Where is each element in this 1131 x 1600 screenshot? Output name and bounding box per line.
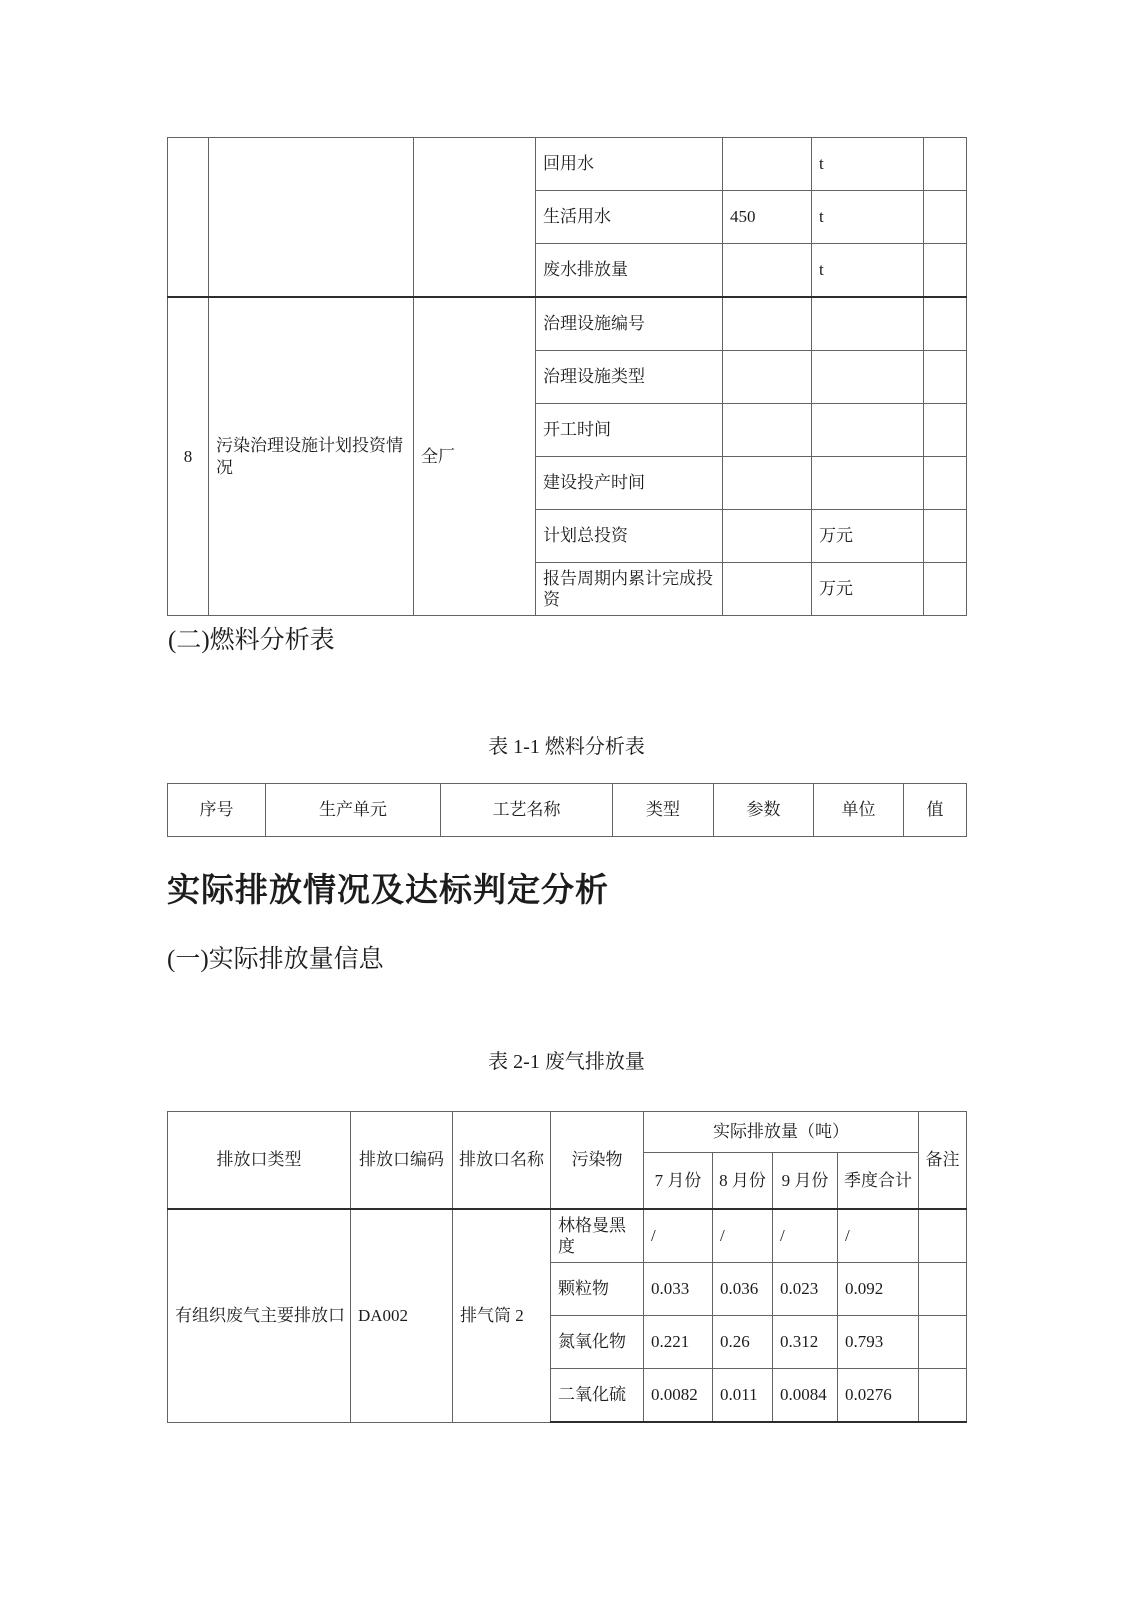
table-header-row bbox=[168, 1112, 967, 1153]
cell-note bbox=[919, 1316, 967, 1369]
cell-value bbox=[723, 244, 812, 298]
cell-note bbox=[919, 1263, 967, 1316]
table-row bbox=[168, 1209, 967, 1263]
table-row bbox=[168, 297, 967, 351]
cell-unit bbox=[812, 404, 924, 457]
col-header-july: 7 月份 bbox=[644, 1153, 713, 1210]
cell-empty bbox=[924, 457, 967, 510]
table-row bbox=[168, 138, 967, 191]
col-header-note: 备注 bbox=[919, 1112, 967, 1210]
cell-empty bbox=[924, 297, 967, 351]
col-header-unit: 单位 bbox=[814, 784, 904, 837]
col-header-august: 8 月份 bbox=[713, 1153, 773, 1210]
cell-m7: / bbox=[644, 1209, 713, 1263]
cell-empty bbox=[924, 138, 967, 191]
cell-m8: / bbox=[713, 1209, 773, 1263]
cell-value: 450 bbox=[723, 191, 812, 244]
col-header-september: 9 月份 bbox=[773, 1153, 838, 1210]
cell-unit: 万元 bbox=[812, 563, 924, 616]
cell-m8: 0.26 bbox=[713, 1316, 773, 1369]
cell-total: 0.793 bbox=[838, 1316, 919, 1369]
cell-m9: 0.0084 bbox=[773, 1369, 838, 1423]
cell-total: 0.092 bbox=[838, 1263, 919, 1316]
waste-gas-table bbox=[167, 1111, 967, 1423]
cell-section-scope: 全厂 bbox=[414, 297, 536, 616]
cell-param: 建设投产时间 bbox=[536, 457, 723, 510]
cell-m7: 0.033 bbox=[644, 1263, 713, 1316]
cell-outlet-code: DA002 bbox=[351, 1209, 453, 1422]
cell-empty bbox=[924, 563, 967, 616]
cell-unit: t bbox=[812, 191, 924, 244]
cell-note bbox=[919, 1209, 967, 1263]
col-header-type: 类型 bbox=[613, 784, 714, 837]
cell-param: 计划总投资 bbox=[536, 510, 723, 563]
cell-unit: 万元 bbox=[812, 510, 924, 563]
col-header-seq: 序号 bbox=[168, 784, 266, 837]
table-caption-1-1: 表 1-1 燃料分析表 bbox=[488, 736, 645, 758]
cell-value bbox=[723, 563, 812, 616]
cell-unit: t bbox=[812, 138, 924, 191]
cell-m8: 0.036 bbox=[713, 1263, 773, 1316]
col-header-value: 值 bbox=[904, 784, 967, 837]
cell-param: 开工时间 bbox=[536, 404, 723, 457]
cell-m7: 0.0082 bbox=[644, 1369, 713, 1423]
cell-empty bbox=[414, 138, 536, 298]
cell-param: 治理设施编号 bbox=[536, 297, 723, 351]
cell-value bbox=[723, 138, 812, 191]
col-header-pollutant: 污染物 bbox=[551, 1112, 644, 1210]
cell-note bbox=[919, 1369, 967, 1423]
cell-unit bbox=[812, 351, 924, 404]
cell-m9: / bbox=[773, 1209, 838, 1263]
cell-m8: 0.011 bbox=[713, 1369, 773, 1423]
cell-unit bbox=[812, 457, 924, 510]
section-heading-emission: (一)实际排放量信息 bbox=[167, 946, 384, 973]
col-header-quarter-total: 季度合计 bbox=[838, 1153, 919, 1210]
cell-value bbox=[723, 457, 812, 510]
cell-param: 生活用水 bbox=[536, 191, 723, 244]
cell-section-name: 污染治理设施计划投资情况 bbox=[209, 297, 414, 616]
cell-empty bbox=[168, 138, 209, 298]
cell-pollutant: 颗粒物 bbox=[551, 1263, 644, 1316]
cell-empty bbox=[924, 351, 967, 404]
page-title: 实际排放情况及达标判定分析 bbox=[167, 873, 609, 909]
cell-pollutant: 氮氧化物 bbox=[551, 1316, 644, 1369]
col-header-production-unit: 生产单元 bbox=[266, 784, 441, 837]
cell-m9: 0.023 bbox=[773, 1263, 838, 1316]
cell-param: 回用水 bbox=[536, 138, 723, 191]
cell-empty bbox=[924, 404, 967, 457]
col-header-parameter: 参数 bbox=[714, 784, 814, 837]
cell-value bbox=[723, 297, 812, 351]
cell-value bbox=[723, 510, 812, 563]
top-table bbox=[167, 137, 967, 616]
cell-m9: 0.312 bbox=[773, 1316, 838, 1369]
table-caption-2-1: 表 2-1 废气排放量 bbox=[488, 1051, 645, 1073]
cell-param: 废水排放量 bbox=[536, 244, 723, 298]
cell-total: 0.0276 bbox=[838, 1369, 919, 1423]
cell-empty bbox=[924, 191, 967, 244]
cell-empty bbox=[209, 138, 414, 298]
cell-pollutant: 林格曼黑度 bbox=[551, 1209, 644, 1263]
col-header-outlet-name: 排放口名称 bbox=[453, 1112, 551, 1210]
fuel-analysis-table bbox=[167, 783, 967, 837]
cell-m7: 0.221 bbox=[644, 1316, 713, 1369]
table-header-row bbox=[168, 784, 967, 837]
cell-total: / bbox=[838, 1209, 919, 1263]
cell-unit bbox=[812, 297, 924, 351]
cell-value bbox=[723, 351, 812, 404]
cell-empty bbox=[924, 510, 967, 563]
cell-value bbox=[723, 404, 812, 457]
cell-param: 治理设施类型 bbox=[536, 351, 723, 404]
col-header-process-name: 工艺名称 bbox=[441, 784, 613, 837]
col-header-outlet-type: 排放口类型 bbox=[168, 1112, 351, 1210]
cell-outlet-name: 排气筒 2 bbox=[453, 1209, 551, 1422]
cell-pollutant: 二氧化硫 bbox=[551, 1369, 644, 1423]
col-header-outlet-code: 排放口编码 bbox=[351, 1112, 453, 1210]
cell-outlet-type: 有组织废气主要排放口 bbox=[168, 1209, 351, 1422]
cell-param: 报告周期内累计完成投资 bbox=[536, 563, 723, 616]
cell-unit: t bbox=[812, 244, 924, 298]
cell-section-no: 8 bbox=[168, 297, 209, 616]
cell-empty bbox=[924, 244, 967, 298]
section-heading-fuel: (二)燃料分析表 bbox=[168, 627, 335, 654]
col-header-actual-emission: 实际排放量（吨） bbox=[644, 1112, 919, 1153]
